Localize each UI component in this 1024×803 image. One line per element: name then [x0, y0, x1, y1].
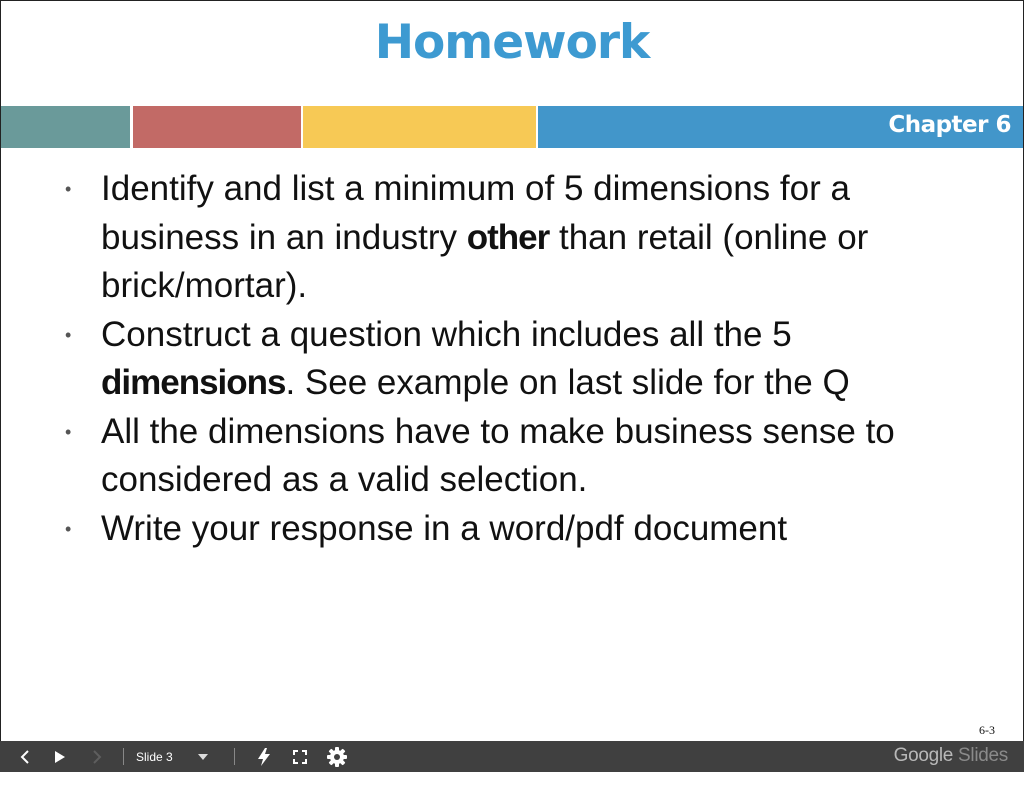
play-button[interactable] [48, 741, 72, 772]
gear-icon [327, 747, 347, 767]
bullet-text: All the dimensions have to make business sense to considered as a valid selection. [101, 411, 895, 499]
color-band [1, 106, 1023, 148]
chapter-label: Chapter 6 [888, 112, 1011, 138]
bullet-item [1, 165, 1023, 311]
band-segment-red [133, 106, 301, 148]
toolbar-divider [234, 748, 235, 765]
laser-pointer-button[interactable] [252, 741, 276, 772]
bullet-dot-icon: • [65, 324, 72, 345]
toolbar-divider [123, 748, 124, 765]
next-slide-button[interactable] [86, 741, 108, 772]
brand-product: Slides [958, 745, 1008, 766]
previous-slide-button[interactable] [14, 741, 36, 772]
chevron-right-icon [92, 750, 102, 764]
presentation-toolbar [0, 741, 1024, 772]
caret-down-icon [198, 754, 208, 760]
slide-title: Homework [374, 15, 650, 70]
laser-pointer-icon [256, 748, 272, 766]
bullet-text: Construct a question which includes all the 5 [101, 314, 792, 354]
band-segment-blue [538, 106, 1023, 148]
bullet-text: than retail (online or brick/mortar). [101, 217, 869, 305]
chevron-left-icon [20, 750, 30, 764]
slide-select-label: Slide 3 [136, 749, 173, 764]
bullet-item [1, 408, 1023, 505]
bullet-item [1, 505, 1023, 554]
bullet-text: Identify and list a minimum of 5 dimensions for a business in an industry [101, 169, 850, 257]
band-segment-yellow [303, 106, 536, 148]
page-bottom-margin [0, 772, 1024, 803]
slide-number: 6-3 [979, 723, 995, 737]
bullet-text-bold: dimensions [101, 363, 286, 402]
settings-button[interactable] [324, 741, 350, 772]
slide-select-dropdown[interactable] [136, 741, 226, 772]
fullscreen-button[interactable] [288, 741, 312, 772]
brand-company: Google [893, 745, 954, 766]
bullet-text-bold: other [466, 217, 550, 257]
bullet-dot-icon: • [65, 179, 72, 199]
bullet-text: . See example on last slide for the Q [285, 363, 850, 402]
play-icon [54, 750, 66, 764]
bullet-dot-icon: • [65, 421, 72, 442]
bullet-text: Write your response in a word/pdf document [101, 508, 788, 548]
bullet-dot-icon: • [65, 518, 72, 539]
band-segment-teal [1, 106, 130, 148]
fullscreen-icon [293, 750, 307, 764]
bullet-list [1, 165, 1023, 553]
bullet-item [1, 311, 1023, 408]
google-slides-logo [894, 745, 1008, 767]
